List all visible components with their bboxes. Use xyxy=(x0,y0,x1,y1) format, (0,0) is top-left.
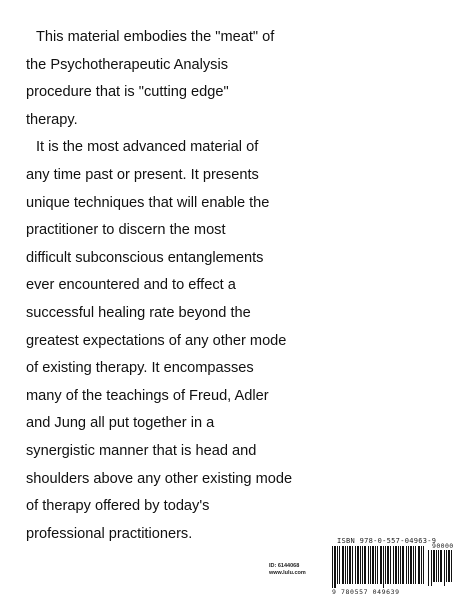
text-line: practitioner to discern the most xyxy=(26,222,226,239)
barcode-bar xyxy=(385,546,386,584)
text-line: and Jung all put together in a xyxy=(26,415,215,432)
isbn-label: ISBN 978-0-557-04963-9 xyxy=(337,537,437,545)
isbn-barcode xyxy=(332,537,457,597)
barcode-bar xyxy=(372,546,374,584)
back-cover-text xyxy=(26,24,446,548)
barcode-bar xyxy=(433,550,435,582)
barcode-bar xyxy=(368,546,369,584)
barcode-bar xyxy=(402,546,404,584)
barcode-bar xyxy=(349,546,351,584)
barcode-bar xyxy=(352,546,353,584)
barcode-bar xyxy=(436,550,437,582)
barcode-bar xyxy=(390,546,391,584)
text-line: professional practitioners. xyxy=(26,525,193,542)
lulu-id: ID: 6144068 xyxy=(269,563,300,569)
barcode-bar xyxy=(337,546,338,584)
text-line: synergistic manner that is head and xyxy=(26,442,257,459)
barcode-bar xyxy=(421,546,422,584)
barcode-bar xyxy=(431,550,432,586)
barcode-bar xyxy=(438,550,439,582)
text-line: successful healing rate beyond the xyxy=(26,304,251,321)
ean13-barcode-bars xyxy=(332,546,426,590)
text-line: It is the most advanced material of xyxy=(36,139,259,156)
barcode-bar xyxy=(334,546,336,588)
text-line: greatest expectations of any other mode xyxy=(26,332,287,349)
barcode-bar xyxy=(415,546,416,584)
barcode-bar xyxy=(364,546,366,584)
barcode-bar xyxy=(380,546,382,584)
barcode-bar xyxy=(387,546,389,584)
barcode-bar xyxy=(393,546,394,584)
barcode-digits: 9 780557 049639 xyxy=(332,588,400,596)
text-line: unique techniques that will enable the xyxy=(26,194,270,211)
text-line: of existing therapy. It encompasses xyxy=(26,360,254,377)
barcode-bar xyxy=(360,546,361,584)
lulu-url: www.lulu.com xyxy=(269,570,306,576)
barcode-bar xyxy=(440,550,442,582)
barcode-bar xyxy=(446,550,447,582)
text-line: This material embodies the "meat" of xyxy=(36,29,275,45)
text-line: ever encountered and to effect a xyxy=(26,277,236,294)
barcode-bar xyxy=(398,546,399,584)
text-line: any time past or present. It presents xyxy=(26,166,259,183)
barcode-bar xyxy=(362,546,363,584)
barcode-bar xyxy=(406,546,407,584)
text-line: therapy. xyxy=(26,111,78,128)
barcode-bar xyxy=(370,546,371,584)
barcode-bar xyxy=(355,546,356,584)
text-line: of therapy offered by today's xyxy=(26,498,210,515)
barcode-bar xyxy=(377,546,378,584)
text-line: the Psychotherapeutic Analysis xyxy=(26,56,228,73)
barcode-bar xyxy=(444,550,445,586)
barcode-bar xyxy=(345,546,346,584)
barcode-bar xyxy=(418,546,420,584)
text-line: procedure that is "cutting edge" xyxy=(26,84,229,101)
barcode-bar xyxy=(332,546,333,588)
text-line: difficult subconscious entanglements xyxy=(26,249,264,266)
barcode-bar xyxy=(428,550,429,586)
barcode-bar xyxy=(413,546,414,584)
barcode-bar xyxy=(395,546,397,584)
publisher-id-block xyxy=(269,563,327,577)
barcode-bar xyxy=(423,546,424,584)
barcode-bar xyxy=(400,546,401,584)
barcode-bar xyxy=(357,546,359,584)
barcode-bar xyxy=(410,546,412,584)
barcode-bar xyxy=(347,546,348,584)
barcode-bar xyxy=(339,546,340,584)
addon-barcode-bars xyxy=(428,550,454,590)
text-line: shoulders above any other existing mode xyxy=(26,470,293,487)
barcode-bar xyxy=(383,546,384,588)
barcode-bar xyxy=(408,546,409,584)
barcode-bar xyxy=(451,550,452,582)
barcode-bar xyxy=(448,550,450,582)
text-line: many of the teachings of Freud, Adler xyxy=(26,387,269,404)
barcode-bar xyxy=(342,546,344,584)
barcode-bar xyxy=(375,546,376,584)
addon-code: 90000 xyxy=(432,542,454,550)
